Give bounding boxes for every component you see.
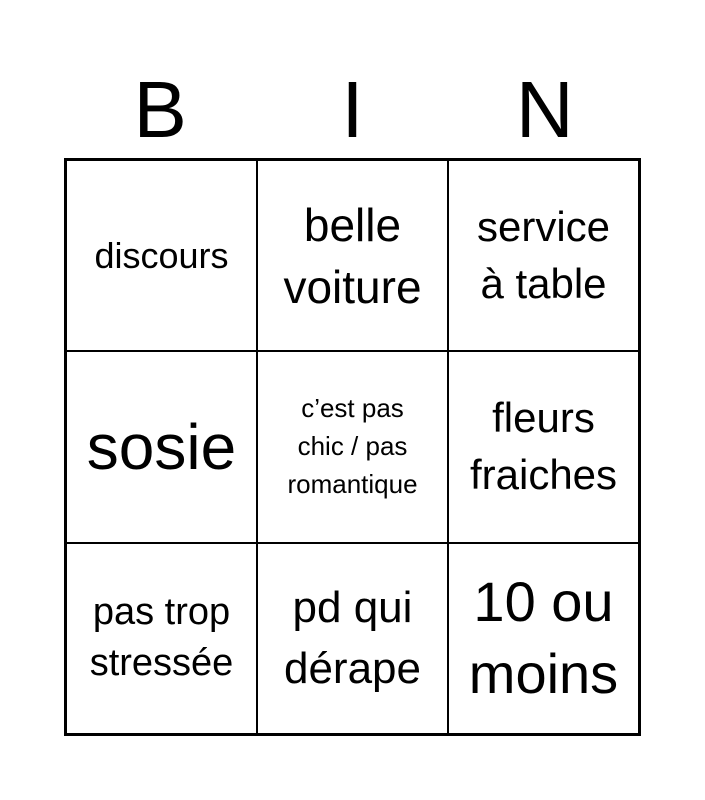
bingo-cell[interactable] (66, 543, 257, 734)
header-letter-b: B (133, 65, 187, 154)
bingo-cell[interactable] (66, 351, 257, 542)
bingo-cell-text: c’est pas chic / pas romantique (287, 393, 418, 499)
bingo-cell[interactable] (66, 160, 257, 351)
bingo-cell-text: 10 ou moins (468, 569, 619, 706)
bingo-cell-text: pas trop stressée (89, 591, 234, 685)
bingo-cell-text: pd qui dérape (283, 582, 421, 694)
bingo-grid (64, 158, 641, 736)
bingo-cell-text: sosie (86, 410, 237, 483)
bingo-cell[interactable] (257, 543, 448, 734)
bingo-cell-text: discours (94, 235, 229, 277)
bingo-cell[interactable] (448, 543, 639, 734)
bingo-cell-text: service à table (476, 202, 611, 307)
header-letter-n: N (515, 65, 574, 154)
bingo-cell-text: belle voiture (283, 198, 422, 313)
bingo-cell[interactable] (448, 351, 639, 542)
bingo-header (64, 62, 641, 158)
bingo-cell[interactable] (448, 160, 639, 351)
bingo-cell[interactable] (257, 160, 448, 351)
bingo-cell-text: fleurs fraiches (469, 394, 618, 498)
header-letter-i: I (341, 65, 364, 154)
bingo-cell[interactable] (257, 351, 448, 542)
